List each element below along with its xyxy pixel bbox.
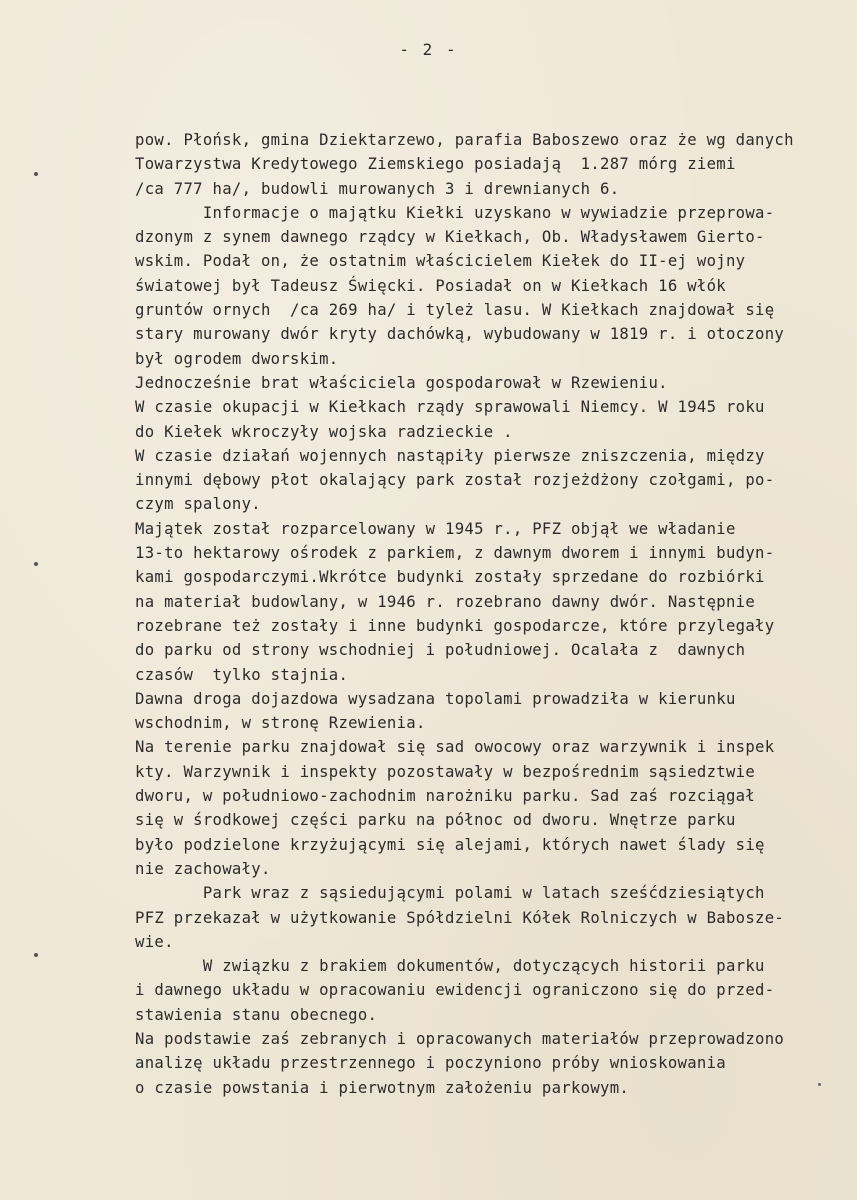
document-body [135, 128, 855, 1100]
text-line: wie. [135, 932, 174, 951]
text-line: Jednocześnie brat właściciela gospodarował w Rzewieniu. [135, 373, 668, 392]
text-line: był ogrodem dworskim. [135, 349, 339, 368]
text-line: wskim. Podał on, że ostatnim właścicielem Kiełek do II-ej wojny [135, 252, 746, 271]
text-line: analizę układu przestrzennego i poczyniono próby wnioskowania [135, 1054, 726, 1073]
text-line: W związku z brakiem dokumentów, dotyczących historii parku [135, 957, 765, 976]
margin-bullet [34, 562, 38, 566]
text-line: Majątek został rozparcelowany w 1945 r., PFZ objął we władanie [135, 519, 736, 538]
text-line: było podzielone krzyżującymi się alejami, których nawet ślady się [135, 835, 765, 854]
text-line: pow. Płońsk, gmina Dziektarzewo, parafia Baboszewo oraz że wg danych [135, 131, 794, 149]
page-number: - 2 - [399, 40, 458, 59]
text-line: dzonym z synem dawnego rządcy w Kiełkach, Ob. Władysławem Gierto- [135, 228, 765, 247]
text-line: dworu, w południowo-zachodnim narożniku parku. Sad zaś rozciągał [135, 787, 756, 806]
text-line: Park wraz z sąsiedującymi polami w latach sześćdziesiątych [135, 884, 765, 903]
text-line: PFZ przekazał w użytkowanie Spółdzielni Kółek Rolniczych w Babosze- [135, 908, 785, 927]
text-line: nie zachowały. [135, 859, 271, 878]
margin-bullet [34, 172, 38, 176]
text-line: Na terenie parku znajdował się sad owocowy oraz warzywnik i inspek [135, 738, 775, 757]
text-line: /ca 777 ha/, budowli murowanych 3 i drewnianych 6. [135, 179, 620, 198]
text-line: czym spalony. [135, 495, 261, 514]
text-line: W czasie okupacji w Kiełkach rządy sprawowali Niemcy. W 1945 roku [135, 398, 765, 417]
text-line: na materiał budowlany, w 1946 r. rozebrano dawny dwór. Następnie [135, 592, 756, 611]
text-line: 13-to hektarowy ośrodek z parkiem, z dawnym dworem i innymi budyn- [135, 544, 775, 563]
text-line: W czasie działań wojennych nastąpiły pierwsze zniszczenia, między [135, 446, 765, 465]
text-line: stawienia stanu obecnego. [135, 1005, 378, 1024]
text-line: i dawnego układu w opracowaniu ewidencji ograniczono się do przed- [135, 981, 775, 1000]
text-line: o czasie powstania i pierwotnym założeniu parkowym. [135, 1078, 630, 1097]
text-line: innymi dębowy płot okalający park został rozjeżdżony czołgami, po- [135, 471, 775, 490]
text-line: kty. Warzywnik i inspekty pozostawały w bezpośrednim sąsiedztwie [135, 762, 756, 781]
text-line: kami gospodarczymi.Wkrótce budynki zostały sprzedane do rozbiórki [135, 568, 765, 587]
text-line: do parku od strony wschodniej i południowej. Ocalała z dawnych [135, 641, 746, 660]
text-line: gruntów ornych /ca 269 ha/ i tyleż lasu. W Kiełkach znajdował się [135, 301, 775, 320]
text-line: światowej był Tadeusz Święcki. Posiadał on w Kiełkach 16 włók [135, 276, 726, 295]
margin-bullet [34, 953, 38, 957]
text-line: Towarzystwa Kredytowego Ziemskiego posiadają 1.287 mórg ziemi [135, 155, 736, 174]
text-line: Dawna droga dojazdowa wysadzana topolami prowadziła w kierunku [135, 689, 736, 708]
text-line: czasów tylko stajnia. [135, 665, 349, 684]
text-line: wschodnim, w stronę Rzewienia. [135, 714, 426, 733]
text-line: do Kiełek wkroczyły wojska radzieckie . [135, 422, 513, 441]
text-line: rozebrane też zostały i inne budynki gospodarcze, które przylegały [135, 616, 775, 635]
text-line: się w środkowej części parku na północ od dworu. Wnętrze parku [135, 811, 736, 830]
text-line: Informacje o majątku Kiełki uzyskano w wywiadzie przeprowa- [135, 203, 775, 222]
text-line: Na podstawie zaś zebranych i opracowanych materiałów przeprowadzono [135, 1029, 785, 1048]
text-line: stary murowany dwór kryty dachówką, wybudowany w 1819 r. i otoczony [135, 325, 785, 344]
